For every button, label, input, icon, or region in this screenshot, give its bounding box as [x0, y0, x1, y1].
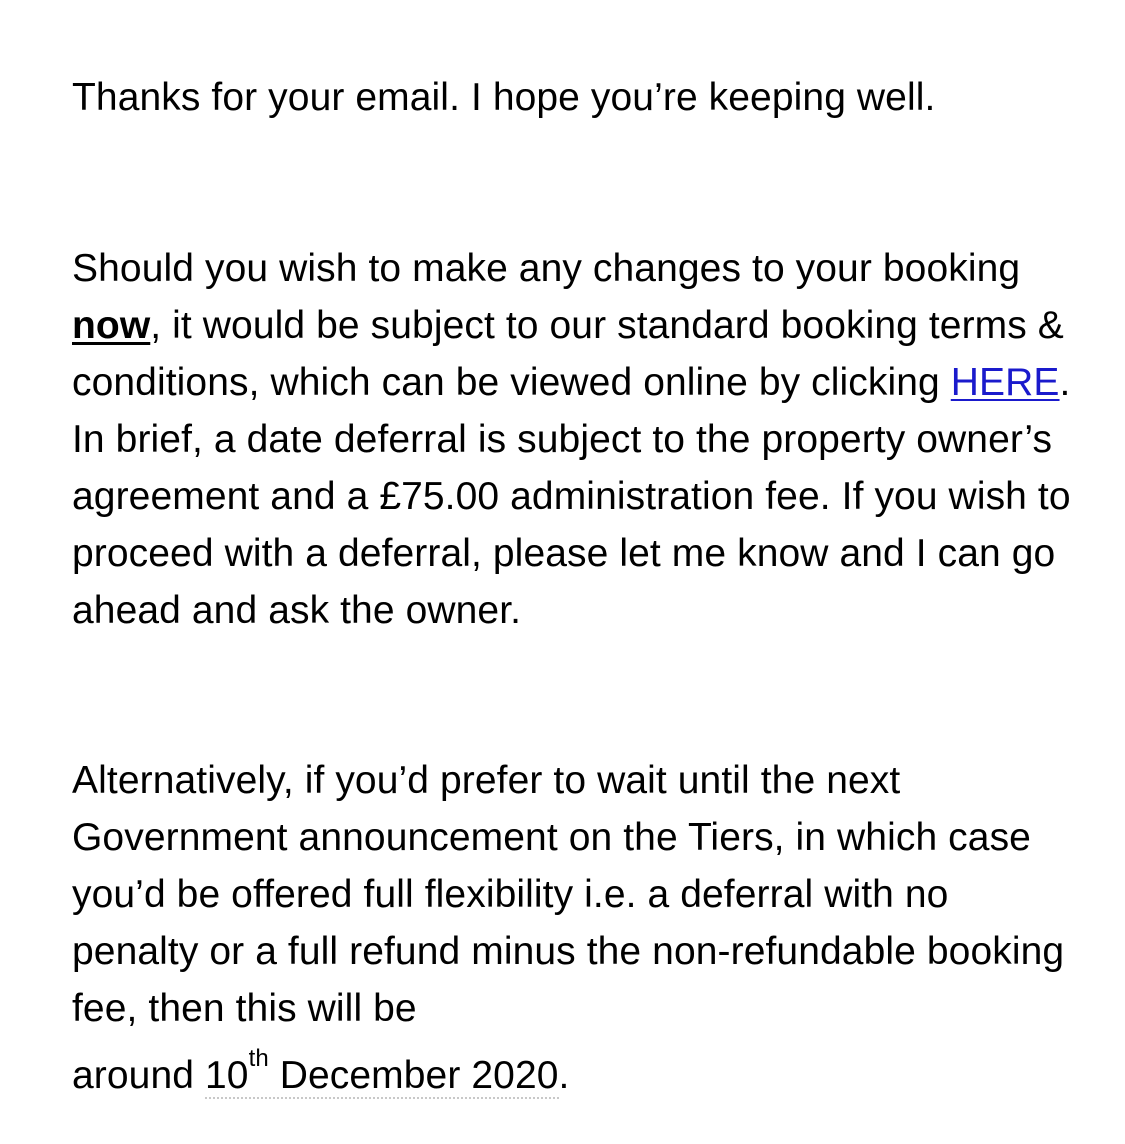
around-text: around — [72, 1054, 205, 1097]
date-line — [72, 1047, 569, 1104]
terms-link[interactable]: HERE — [950, 361, 1060, 404]
booking-text-start: Should you wish to make any changes to your booking — [72, 247, 1021, 290]
booking-changes-paragraph — [72, 240, 1072, 639]
emphasis-now: now — [72, 304, 151, 347]
booking-text-end: . In brief, a date deferral is subject to the property owner’s agreement and a £75.00 administration fee. If you wish to proceed with a deferral, please let me know and I can go ahead and ask the owner. — [72, 361, 1071, 632]
date-month-year: December 2020 — [268, 1054, 559, 1097]
cut-off-line — [72, 0, 1072, 9]
alternative-paragraph — [72, 752, 1072, 1104]
sentence-end: . — [558, 1054, 570, 1097]
date-value[interactable] — [204, 1045, 559, 1099]
greeting-paragraph: Thanks for your email. I hope you’re keeping well. — [72, 76, 936, 119]
date-day: 10 — [204, 1054, 249, 1097]
date-day-suffix: th — [248, 1045, 269, 1072]
alternative-text: Alternatively, if you’d prefer to wait until the next Government announcement on the Tiers, in which case you’d be offered full flexibility i.e. a deferral with no penalty or a full refund minus the non-refundable booking fee, then this will be — [72, 759, 1065, 1030]
booking-text-middle: , it would be subject to our standard booking terms & conditions, which can be viewed online by clicking — [72, 304, 1064, 404]
